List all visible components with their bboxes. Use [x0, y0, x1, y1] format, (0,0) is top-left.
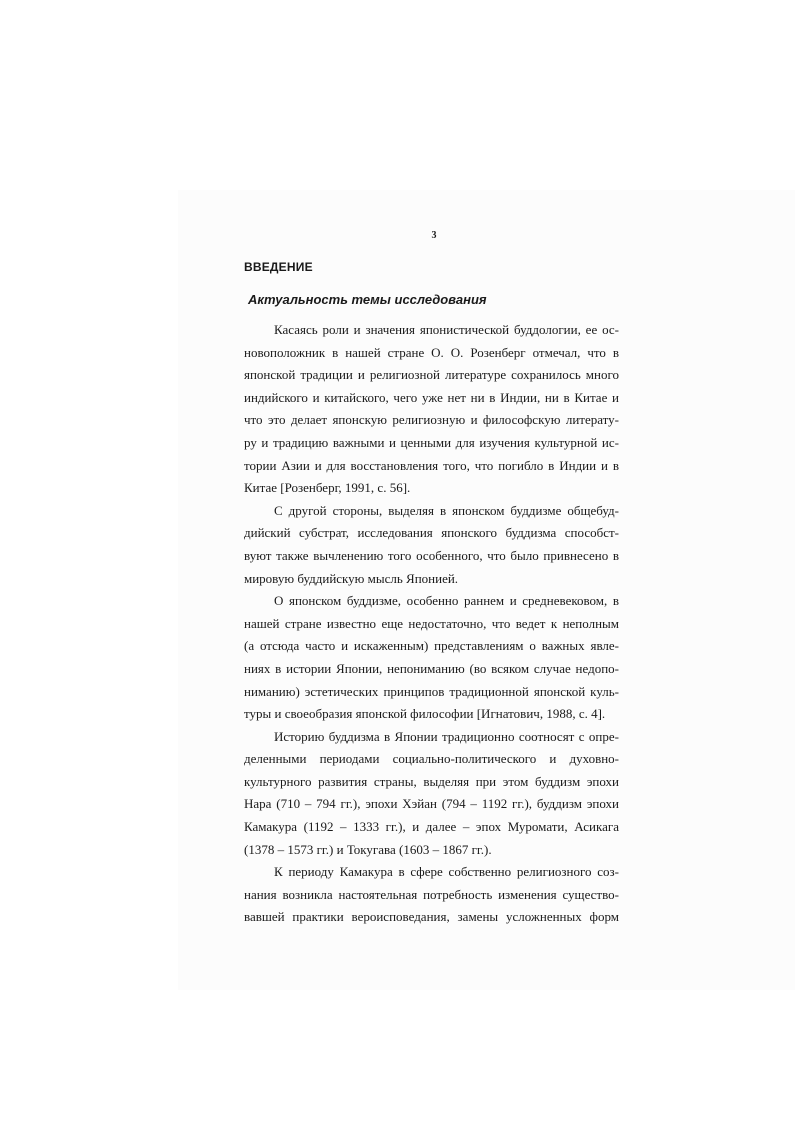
text-line: деленными периодами социально-политического и духовно- — [244, 751, 619, 767]
section-title: ВВЕДЕНИЕ — [244, 260, 313, 274]
text-line: Китае [Розенберг, 1991, с. 56]. — [244, 480, 411, 496]
text-line: К периоду Камакура в сфере собственно религиозного соз- — [274, 864, 619, 880]
text-line: (а отсюда часто и искаженным) представлениям о важных явле- — [244, 638, 619, 654]
subsection-title: Актуальность темы исследования — [248, 292, 487, 307]
text-line: С другой стороны, выделяя в японском буддизме общебуд- — [274, 502, 619, 518]
text-line: нашей стране известно еще недостаточно, что ведет к неполным — [244, 615, 619, 631]
text-line: тории Азии и для восстановления того, что погибло в Индии и в — [244, 457, 619, 473]
text-line: ниях в истории Японии, непониманию (во всяком случае недопо- — [244, 660, 619, 676]
text-line: мировую буддийскую мысль Японией. — [244, 570, 459, 586]
text-line: (1378 – 1573 гг.) и Токугава (1603 – 1867 гг.). — [244, 841, 492, 857]
body-text — [244, 319, 619, 929]
text-line: что это делает японскую религиозную и философскую литерату- — [244, 412, 619, 428]
text-line: культурного развития страны, выделяя при этом буддизм эпохи — [244, 773, 619, 789]
text-line: ру и традицию важными и ценными для изучения культурной ис- — [244, 434, 619, 450]
text-line: Нара (710 – 794 гг.), эпохи Хэйан (794 – 1192 гг.), буддизм эпохи — [244, 796, 619, 812]
text-line: новоположник в нашей стране О. О. Розенберг отмечал, что в — [244, 344, 619, 360]
text-line: индийского и китайского, чего уже нет ни в Индии, ни в Китае и — [244, 389, 619, 405]
text-line: Камакура (1192 – 1333 гг.), и далее – эпох Муромати, Асикага — [244, 819, 619, 835]
page-number: 3 — [431, 230, 437, 241]
text-line: туры и своеобразия японской философии [Игнатович, 1988, с. 4]. — [244, 706, 606, 722]
text-line: нания возникла настоятельная потребность изменения существо- — [244, 886, 619, 902]
text-line: ниманию) эстетических принципов традиционной японской куль- — [244, 683, 619, 699]
text-line: Касаясь роли и значения японистической буддологии, ее ос- — [274, 322, 619, 337]
text-line: Историю буддизма в Японии традиционно соотносят с опре- — [274, 728, 619, 744]
text-line: вуют также вычленению того особенного, что было привнесено в — [244, 547, 619, 563]
text-line: японской традиции и религиозной литературе сохранилось много — [244, 367, 619, 383]
text-line: вавшей практики вероисповедания, замены усложненных форм — [244, 909, 619, 925]
text-line: дийский субстрат, исследования японского буддизма способст- — [244, 525, 619, 541]
text-line: О японском буддизме, особенно раннем и средневековом, в — [274, 593, 619, 609]
